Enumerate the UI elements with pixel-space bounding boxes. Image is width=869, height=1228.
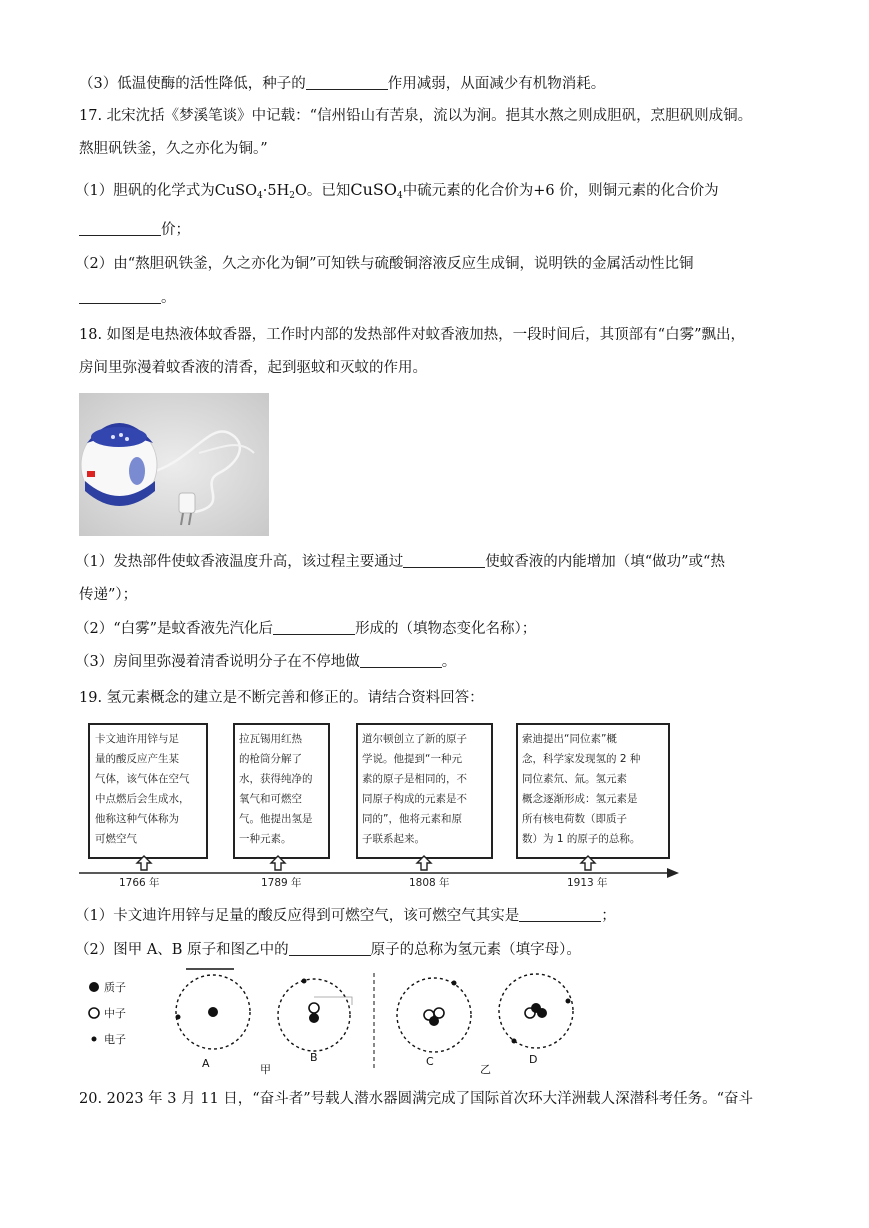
proton-legend-icon bbox=[89, 982, 99, 992]
atom-c bbox=[397, 978, 471, 1052]
svg-text:1766 年: 1766 年 bbox=[119, 877, 160, 889]
q18-part1-tail: 传递”）； bbox=[79, 587, 138, 603]
svg-text:中点燃后会生成水，: 中点燃后会生成水， bbox=[95, 793, 190, 805]
q17-stem-line1: 17. 北宋沈括《梦溪笔谈》中记载：“信州铅山有苦泉，流以为涧。挹其水熬之则成胆矾，烹胆矾则成铜。 bbox=[79, 108, 753, 124]
q18-part2: （2）“白雾”是蚊香液先汽化后 形成的（填物态变化名称）； bbox=[75, 621, 537, 637]
q17-stem-line2: 熬胆矾铁釜，久之亦化为铜。” bbox=[79, 141, 268, 157]
q17-part2-tail: 。 bbox=[79, 288, 176, 308]
hydrogen-history-timeline bbox=[79, 720, 683, 892]
svg-text:数）为 1 的原子的总称。: 数）为 1 的原子的总称。 bbox=[522, 833, 641, 845]
atom-d bbox=[499, 974, 573, 1048]
svg-text:同的”，他将元素和原: 同的”，他将元素和原 bbox=[362, 813, 462, 825]
svg-text:念，科学家发现氢的 2 种: 念，科学家发现氢的 2 种 bbox=[522, 753, 641, 765]
svg-text:D: D bbox=[529, 1053, 538, 1066]
svg-text:量的酸反应产生某: 量的酸反应产生某 bbox=[95, 753, 179, 765]
electron-legend-icon bbox=[92, 1037, 97, 1042]
q18-part1: （1）发热部件使蚊香液温度升高，该过程主要通过 使蚊香液的内能增加（填“做功”或“热 bbox=[75, 554, 725, 570]
svg-text:可燃空气: 可燃空气 bbox=[95, 833, 137, 845]
svg-text:的枪筒分解了: 的枪筒分解了 bbox=[239, 753, 302, 765]
svg-text:1789 年: 1789 年 bbox=[261, 877, 302, 889]
svg-text:所有核电荷数（即质子: 所有核电荷数（即质子 bbox=[522, 813, 627, 825]
svg-text:素的原子是相同的，不: 素的原子是相同的，不 bbox=[362, 773, 467, 785]
atom-structure-diagram bbox=[84, 965, 584, 1077]
formula-hydrate: $CuSO_4\cdot 5H_2O$ bbox=[214, 183, 307, 201]
mosquito-repellent-photo bbox=[79, 393, 269, 536]
axis-arrow-icon bbox=[667, 868, 679, 878]
svg-text:子联系起来。: 子联系起来。 bbox=[362, 833, 425, 845]
atom-b bbox=[278, 979, 352, 1052]
answer-blank[interactable] bbox=[403, 553, 485, 568]
formula-copper-sulfate: CuSO$_4$ bbox=[350, 180, 403, 201]
q17-part1: （1）胆矾的化学式为$CuSO_4\cdot 5H_2O$。已知CuSO$_4$中硫元素的化合价为+6 价，则铜元素的化合价为 bbox=[75, 180, 719, 201]
q17-part2: （2）由“熬胆矾铁釜，久之亦化为铜”可知铁与硫酸铜溶液反应生成铜，说明铁的金属活动性比铜 bbox=[75, 256, 694, 272]
q19-stem: 19. 氢元素概念的建立是不断完善和修正的。请结合资料回答： bbox=[79, 690, 484, 706]
svg-text:中子: 中子 bbox=[104, 1007, 126, 1020]
q18-stem-line2: 房间里弥漫着蚊香液的清香，起到驱蚊和灭蚊的作用。 bbox=[79, 360, 427, 376]
svg-text:气。他提出氢是: 气。他提出氢是 bbox=[239, 813, 313, 825]
svg-text:C: C bbox=[426, 1055, 434, 1068]
svg-text:同原子构成的元素是不: 同原子构成的元素是不 bbox=[362, 793, 467, 805]
q18-part3: （3）房间里弥漫着清香说明分子在不停地做 。 bbox=[75, 654, 457, 670]
answer-blank[interactable] bbox=[273, 620, 355, 635]
answer-blank[interactable] bbox=[360, 653, 442, 668]
svg-text:卡文迪许用锌与足: 卡文迪许用锌与足 bbox=[95, 733, 179, 745]
svg-text:概念逐渐形成：氢元素是: 概念逐渐形成：氢元素是 bbox=[522, 793, 638, 805]
answer-blank[interactable] bbox=[79, 289, 161, 304]
svg-text:氧气和可燃空: 氧气和可燃空 bbox=[239, 793, 302, 805]
svg-text:索迪提出“同位素”概: 索迪提出“同位素”概 bbox=[522, 733, 617, 745]
q19-part2: （2）图甲 A、B 原子和图乙中的 原子的总称为氢元素（填字母）。 bbox=[75, 942, 581, 958]
q17-part1-tail: 价； bbox=[79, 220, 190, 240]
q20-stem-line1: 20. 2023 年 3 月 11 日，“奋斗者”号载人潜水器圆满完成了国际首次环大洋洲载人深潜科考任务。“奋斗 bbox=[79, 1091, 754, 1107]
answer-blank[interactable] bbox=[79, 221, 161, 236]
svg-text:学说。他提到“一种元: 学说。他提到“一种元 bbox=[362, 753, 462, 765]
svg-text:1913 年: 1913 年 bbox=[567, 877, 608, 889]
q18-stem-line1: 18. 如图是电热液体蚊香器，工作时内部的发热部件对蚊香液加热，一段时间后，其顶部有“白雾”飘出， bbox=[79, 327, 745, 343]
svg-text:1808 年: 1808 年 bbox=[409, 877, 450, 889]
svg-text:电子: 电子 bbox=[104, 1033, 126, 1046]
svg-text:乙: 乙 bbox=[480, 1063, 491, 1076]
svg-text:A: A bbox=[202, 1057, 210, 1070]
svg-text:质子: 质子 bbox=[104, 981, 126, 994]
answer-blank[interactable] bbox=[289, 941, 371, 956]
neutron-legend-icon bbox=[89, 1008, 99, 1018]
svg-text:甲: 甲 bbox=[260, 1063, 271, 1076]
svg-text:道尔顿创立了新的原子: 道尔顿创立了新的原子 bbox=[362, 733, 467, 745]
svg-text:一种元素。: 一种元素。 bbox=[239, 833, 292, 845]
svg-text:拉瓦锡用红热: 拉瓦锡用红热 bbox=[239, 733, 302, 745]
q16-part3: （3）低温使酶的活性降低，种子的 作用减弱，从面减少有机物消耗。 bbox=[79, 76, 606, 92]
svg-text:他称这种气体称为: 他称这种气体称为 bbox=[95, 813, 179, 825]
svg-text:水，获得纯净的: 水，获得纯净的 bbox=[239, 773, 313, 785]
answer-blank[interactable] bbox=[306, 75, 388, 90]
svg-text:气体，该气体在空气: 气体，该气体在空气 bbox=[95, 773, 190, 785]
svg-text:B: B bbox=[310, 1051, 318, 1064]
atom-a bbox=[176, 975, 251, 1049]
q19-part1: （1）卡文迪许用锌与足量的酸反应得到可燃空气，该可燃空气其实是 ； bbox=[75, 908, 616, 924]
svg-text:同位素氘、氚。氢元素: 同位素氘、氚。氢元素 bbox=[522, 773, 627, 785]
answer-blank[interactable] bbox=[519, 907, 601, 922]
